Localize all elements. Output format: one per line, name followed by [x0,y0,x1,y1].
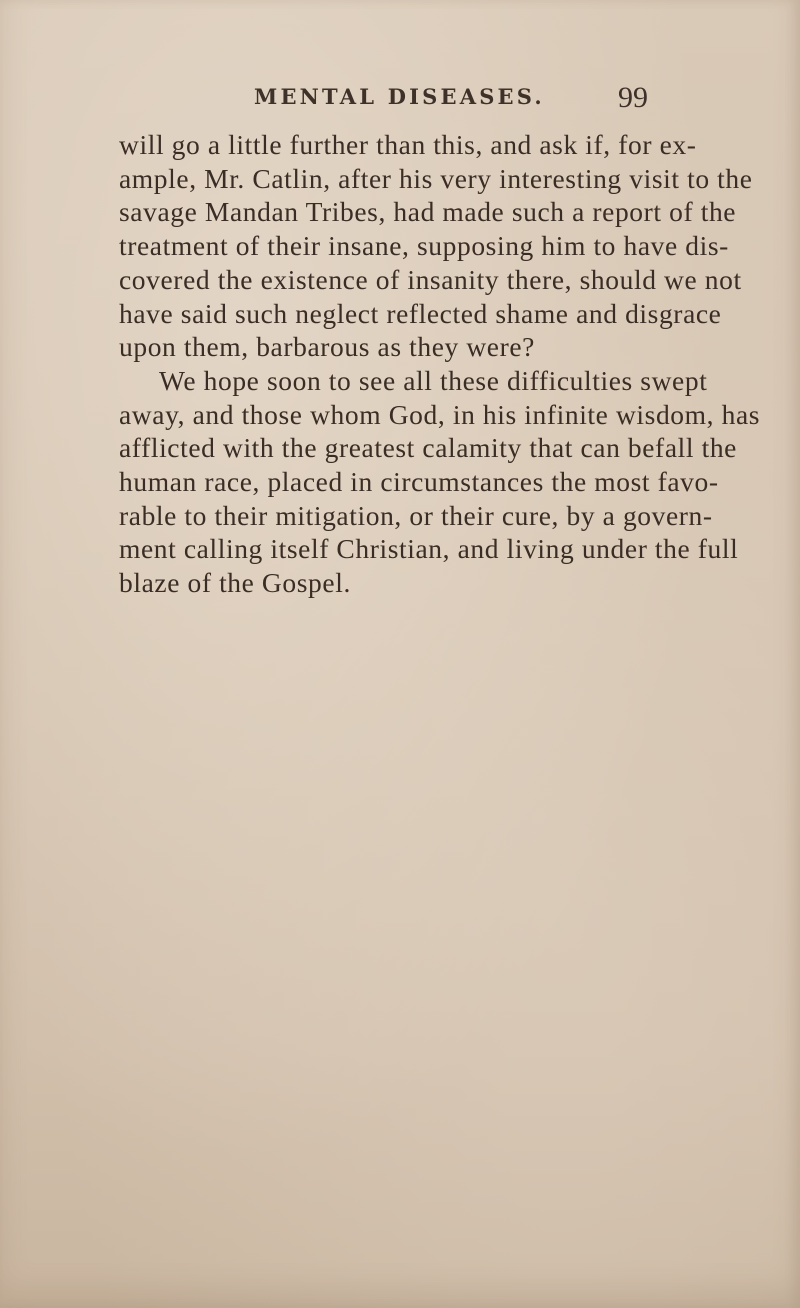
text-line: away, and those whom God, in his infinite wisdom, has [119,398,761,430]
text-line: treatment of their insane, supposing him to have dis- [119,230,729,262]
text-line: rable to their mitigation, or their cure, by a govern- [119,499,713,531]
paragraph-1 [119,128,753,364]
text-line: upon them, barbarous as they were? [119,331,535,363]
running-head: MENTAL DISEASES. [254,84,545,109]
text-line: have said such neglect reflected shame and disgrace [119,297,722,329]
paragraph-2 [119,364,761,600]
text-line: afflicted with the greatest calamity that can befall the [119,432,737,464]
page-header [0,80,800,120]
text-line: blaze of the Gospel. [119,567,351,599]
text-line: will go a little further than this, and ask if, for ex- [119,129,697,160]
text-line: human race, placed in circumstances the most favo- [119,466,719,498]
text-line: ample, Mr. Catlin, after his very interesting visit to the [119,162,753,194]
text-line: ment calling itself Christian, and living under the full [119,533,739,565]
text-line: We hope soon to see all these difficulties swept [159,364,708,396]
text-line: covered the existence of insanity there, should we not [119,263,742,295]
page-number: 99 [618,81,648,114]
body-text [119,128,761,600]
text-line: savage Mandan Tribes, had made such a report of the [119,196,737,228]
